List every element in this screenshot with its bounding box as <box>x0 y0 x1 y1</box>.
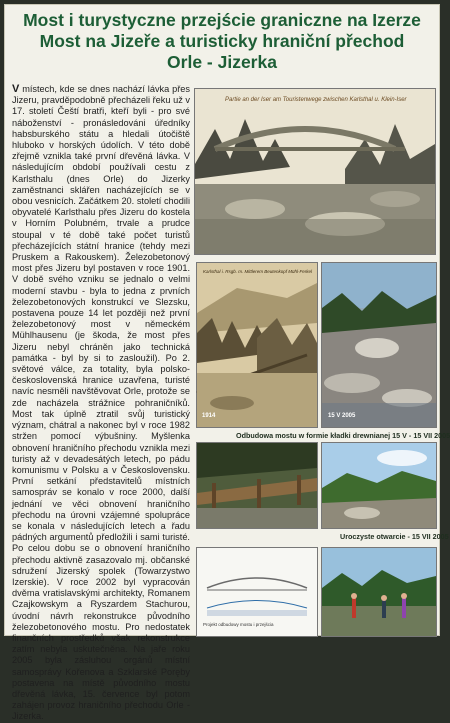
ceremony-illustration <box>322 548 436 636</box>
historic-bridge-photo <box>194 88 436 255</box>
photo-1914-illustration <box>197 263 317 427</box>
project-plan-drawing <box>196 547 318 637</box>
wooden-bridge-photo <box>196 442 318 529</box>
historic-bridge-illustration <box>195 89 435 254</box>
history-text <box>12 83 190 722</box>
wooden-bridge-illustration <box>197 443 317 528</box>
rebuild-caption: Odbudowa mostu w formie kładki drewnianej 15 V - 15 VII 2005 <box>236 431 450 440</box>
title-line-3: Orle - Jizerka <box>167 52 277 72</box>
historic-photo-label: Partie an der Iser am Touristenwege zwischen Karlsthal u. Klein-Iser <box>225 97 407 103</box>
river-photo-2005 <box>321 262 437 428</box>
history-paragraph: místech, kde se dnes nachází lávka přes Jizeru, pravděpodobně přecházeli řeku už v 17. století Čeští bratři, kteří byli - pro své náboženství - pronásledováni úředníky habsburského státu a hledali útočiště hluboko v horských údolích. V této době zřejmě vznikla také první dřevěná lávka. V následujícím období používali cestu z Karlsthalu (dnes Orle) do Jizerky zaměstnanci sklářen nacházejících se v obou vesnicích. Začátkem 20. století chodili obyvatelé Karlsthalu přes Jizeru do kostela v Horním Polubném, trvale a prudce stoupal v té době také počet turistů přecházejících státní hranice (tehdy mezi Pruskem a Rakouskem). Železobetonový most přes Jizeru byl postaven v roce 1901. V době svého vzniku se jednalo o velmi moderní stavbu - byla to jedna z prvních železobetonových konstrukcí ve Slezsku, postavena pouze 14 let později než první železobetonový most v německém Mühlhausenu (je škoda, že most přes Jizeru nebyl chráněn jako technická památka - byl by si to zasloužil). Po 2. světové válce, za totality, byla polsko-československá hranice uzavřena, turisté navíc nesměli navštěvovat Orle, protože se zde nacházela strážnice pohraničníků. Most tak úplně ztratil svůj turistický význam, chátral a nakonec byl v roce 1982 stržen pomocí výbušniny. Myšlenka obnovení hraničního přechodu vznikla mezi turisty až v devadesátých letech, po pádu komunismu v Polsku a v Československu. První setkání představitelů místních samospráv se konalo v roce 2000, další jednání ve věci obnovení hraničního přechodu na úrovni vzájemné spolupráce se konala v následujících letech a řadu pádných argumentů předložili i sami turisté. Po celou dobu se o obnovení hraničního přechodu aktivně zasazovalo mj. občanské sdružení Jizerský spolek (Towarzystwo Izerskie). V roce 2002 byl vypracován dvěma vratislavskými architekty, Romanem Czajkowskym a Ryszardem Stachurou, úvodní návrh rekonstrukce původního železobetonového mostu. Pro nedostatek finančních prostředků však rekonstrukce zatím nebyla uskutečněna. Na jaře roku 2005 byla zásluhou orgánů místní samosprávy Kořenova a Szklarské Poręby postavena na místě původního mostu dřevěná lávka, 15. července byl potom zahájen provoz hraničního přechodu Orle - Jizerka. <box>12 84 190 722</box>
river-photo-illustration <box>322 263 436 427</box>
mountain-photo <box>321 442 437 529</box>
board-title <box>4 10 440 73</box>
info-board <box>4 4 450 722</box>
ceremony-photo <box>321 547 437 637</box>
title-line-1: Most i turystyczne przejście graniczne na Izerze <box>23 10 421 30</box>
photo-1914-label: Karlsthal i. Rsgb. m. Mittlerem Beutenkopf Mühl-Ferkel <box>203 269 313 274</box>
photo-1914 <box>196 262 318 428</box>
year-1914-label: 1914 <box>202 413 216 419</box>
plan-label: Projekt odbudowy mostu i przejścia <box>203 622 274 627</box>
date-stamp-label: 15 V 2005 <box>328 413 356 419</box>
title-line-2: Most na Jizeře a turisticky hraniční přechod <box>39 31 405 51</box>
drop-cap: V <box>12 83 20 95</box>
mountain-illustration <box>322 443 436 528</box>
opening-caption: Uroczyste otwarcie - 15 VII 2005 <box>340 532 449 541</box>
